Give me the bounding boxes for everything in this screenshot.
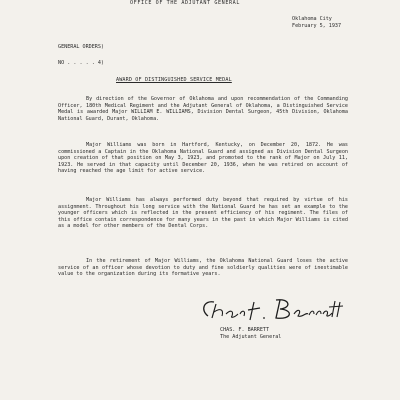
office-heading: OFFICE OF THE ADJUTANT GENERAL bbox=[130, 0, 241, 6]
order-number: NO . . . . . 4) bbox=[58, 60, 105, 66]
paragraph-1: By direction of the Governor of Oklahoma and upon recommendation of the Commanding Officer, 180th Medical Regiment and the Adjutant General of Oklahoma, a Distinguished Service Medal is awarded Major WILLIAM E. WILLIAMS, Division Dental Surgeon, 45th Division, Oklahoma National Guard, Durant, Oklahoma. bbox=[58, 96, 348, 122]
paragraph-4: In the retirement of Major Williams, the Oklahoma National Guard loses the active service of an officer whose devotion to duty and fine soldierly qualities were of inestimable value to the organization during its formative years. bbox=[58, 258, 348, 278]
general-orders-label: GENERAL ORDERS) bbox=[58, 44, 105, 50]
handwritten-signature bbox=[194, 296, 344, 326]
signatory-title: The Adjutant General bbox=[220, 334, 282, 340]
award-title: AWARD OF DISTINGUISHED SERVICE MEDAL bbox=[116, 77, 232, 83]
paragraph-3: Major Williams has always performed duty beyond that required by virtue of his assignment. Throughout his long service with the National Guard he has set an example to the younger officers which is reflected in the present efficiency of his regiment. The files of this office contain correspondence for many years in the past in which Major Williams is cited as a model for other members of the Dental Corps. bbox=[58, 197, 348, 230]
signatory-name: CHAS. F. BARRETT bbox=[220, 327, 270, 333]
date-line: February 5, 1937 bbox=[292, 23, 342, 29]
paragraph-2: Major Williams was born in Hartford, Kentucky, on December 20, 1872. He was commissioned a Captain in the Oklahoma National Guard and assigned as Division Dental Surgeon upon creation of that position on May 3, 1923, and promoted to the rank of Major on July 11, 1923. He served in that capacity until December 20, 1936, when he was retired on account of having reached the age limit for active service. bbox=[58, 142, 348, 175]
place-line: Oklahoma City bbox=[292, 16, 332, 22]
